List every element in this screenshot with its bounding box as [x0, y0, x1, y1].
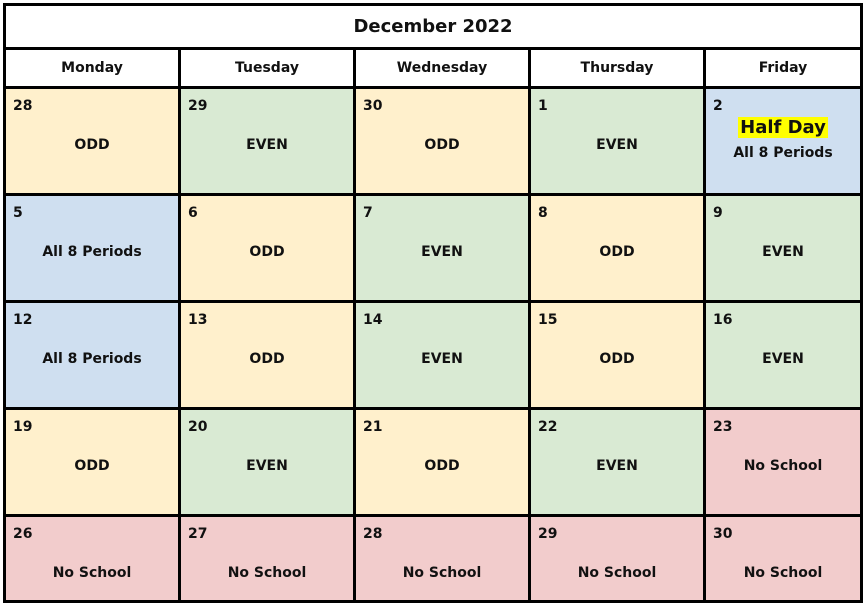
day-cell-week3-monday	[6, 303, 178, 407]
date-number: 6	[188, 205, 198, 221]
day-header-tuesday: Tuesday	[181, 50, 353, 86]
schedule-label: ODD	[424, 458, 460, 474]
schedule-label: EVEN	[246, 137, 288, 153]
date-number: 29	[188, 98, 208, 114]
calendar-grid	[3, 3, 863, 603]
day-cell-week2-thursday	[531, 196, 703, 300]
day-cell-week5-tuesday	[181, 517, 353, 600]
date-number: 15	[538, 312, 558, 328]
schedule-label: ODD	[74, 458, 110, 474]
day-cell-week5-thursday	[531, 517, 703, 600]
day-cell-week1-tuesday	[181, 89, 353, 193]
day-cell-week4-monday	[6, 410, 178, 514]
date-number: 13	[188, 312, 208, 328]
date-number: 12	[13, 312, 33, 328]
schedule-label: EVEN	[246, 458, 288, 474]
schedule-label: ODD	[74, 137, 110, 153]
date-number: 14	[363, 312, 383, 328]
date-number: 28	[13, 98, 33, 114]
half-day-badge	[706, 117, 860, 138]
date-number: 30	[713, 526, 733, 542]
date-number: 1	[538, 98, 548, 114]
date-number: 9	[713, 205, 723, 221]
schedule-label: ODD	[424, 137, 460, 153]
schedule-label: No School	[402, 565, 482, 581]
date-number: 22	[538, 419, 558, 435]
date-number: 8	[538, 205, 548, 221]
schedule-label: All 8 Periods	[733, 145, 833, 161]
date-number: 5	[13, 205, 23, 221]
half-day-label: Half Day	[740, 117, 826, 138]
schedule-label: No School	[743, 565, 823, 581]
day-cell-week1-thursday	[531, 89, 703, 193]
day-cell-week2-monday	[6, 196, 178, 300]
date-number: 26	[13, 526, 33, 542]
schedule-label: EVEN	[596, 458, 638, 474]
date-number: 29	[538, 526, 558, 542]
schedule-label: ODD	[249, 244, 285, 260]
day-cell-week3-wednesday	[356, 303, 528, 407]
calendar-title: December 2022	[6, 6, 860, 47]
date-number: 21	[363, 419, 383, 435]
schedule-label: EVEN	[421, 351, 463, 367]
day-cell-week4-tuesday	[181, 410, 353, 514]
schedule-label: No School	[52, 565, 132, 581]
schedule-label: All 8 Periods	[42, 244, 142, 260]
day-cell-week3-tuesday	[181, 303, 353, 407]
schedule-label: ODD	[599, 351, 635, 367]
day-cell-week4-thursday	[531, 410, 703, 514]
date-number: 16	[713, 312, 733, 328]
schedule-label: No School	[743, 458, 823, 474]
day-cell-week1-monday	[6, 89, 178, 193]
date-number: 23	[713, 419, 733, 435]
day-cell-week1-friday	[706, 89, 860, 193]
schedule-label: EVEN	[762, 244, 804, 260]
day-cell-week4-friday	[706, 410, 860, 514]
day-cell-week2-friday	[706, 196, 860, 300]
day-cell-week2-wednesday	[356, 196, 528, 300]
date-number: 30	[363, 98, 383, 114]
date-number: 7	[363, 205, 373, 221]
date-number: 20	[188, 419, 208, 435]
date-number: 2	[713, 98, 723, 114]
day-header-friday: Friday	[706, 50, 860, 86]
day-cell-week4-wednesday	[356, 410, 528, 514]
day-cell-week5-wednesday	[356, 517, 528, 600]
schedule-label: EVEN	[421, 244, 463, 260]
day-header-monday: Monday	[6, 50, 178, 86]
schedule-label: EVEN	[762, 351, 804, 367]
day-header-thursday: Thursday	[531, 50, 703, 86]
day-cell-week3-thursday	[531, 303, 703, 407]
schedule-label: No School	[227, 565, 307, 581]
schedule-label: All 8 Periods	[42, 351, 142, 367]
day-header-wednesday: Wednesday	[356, 50, 528, 86]
date-number: 19	[13, 419, 33, 435]
day-cell-week5-monday	[6, 517, 178, 600]
day-cell-week2-tuesday	[181, 196, 353, 300]
schedule-label: EVEN	[596, 137, 638, 153]
day-cell-week1-wednesday	[356, 89, 528, 193]
day-cell-week3-friday	[706, 303, 860, 407]
day-cell-week5-friday	[706, 517, 860, 600]
date-number: 28	[363, 526, 383, 542]
schedule-label: ODD	[599, 244, 635, 260]
schedule-label: No School	[577, 565, 657, 581]
schedule-label: ODD	[249, 351, 285, 367]
date-number: 27	[188, 526, 208, 542]
